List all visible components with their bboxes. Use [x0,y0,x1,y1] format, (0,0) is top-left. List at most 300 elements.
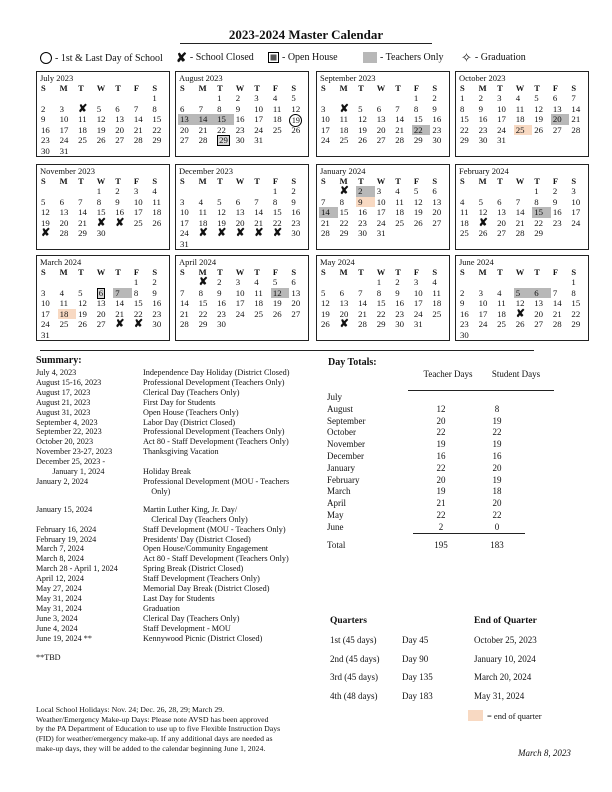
day-cell: 28 [395,135,405,145]
day-cell [178,277,197,288]
day-cell: 8 [152,103,157,114]
day-cell: 11 [432,287,441,298]
school-closed-day: ✘ [78,102,88,115]
day-cell: 11 [497,298,506,308]
day-cell: 24 [478,319,488,329]
day-cell: 23 [478,124,488,135]
day-totals-row [327,439,557,451]
day-cell: 3 [59,103,64,114]
summary-event: Clerical Day (Teachers Only) [143,387,240,397]
day-cell: 26 [152,217,162,228]
day-cell: 15 [339,207,349,217]
summary-event: Labor Day (District Closed) [143,417,236,427]
summary-row [36,604,318,614]
weekday-label: W [515,176,525,186]
title-underline [180,43,432,44]
month-december-2023 [175,164,309,250]
open-house-icon [268,52,279,63]
day-cell: 10 [571,196,581,207]
end-of-quarter-day: 18 [58,309,77,320]
month-august-2023 [175,71,309,157]
month-name: July 2023 [40,73,74,83]
day-grid [458,277,588,340]
summary-row [36,408,318,418]
weekday-label: M [198,176,207,186]
day-cell: 6 [432,186,437,196]
open-house-day: 29 [219,135,228,145]
day-cell: 20 [432,207,442,217]
day-cell: 11 [395,196,404,207]
day-cell: 14 [358,298,367,308]
day-cell: 29 [376,319,386,329]
teacher-days: 20 [436,415,446,426]
weekday-label: T [254,83,260,93]
legend-school-closed: ✘ - School Closed [176,49,254,65]
day-cell: 16 [460,308,469,319]
weekday-label: T [217,267,223,277]
weekday-header [39,83,169,93]
student-days: 19 [492,474,502,485]
day-cell: 24 [180,228,189,238]
day-cell: 25 [78,135,87,145]
day-cell: 14 [78,207,87,217]
summary-date: November 23-27, 2023 [36,447,113,457]
teacher-days: 16 [436,450,446,461]
day-cell: 30 [291,228,301,238]
day-cell: 31 [59,145,69,156]
day-totals-table [327,392,557,551]
weekday-label: T [497,176,503,186]
weekday-label: F [413,83,420,93]
day-cell: 15 [96,207,106,217]
peach-swatch-icon [468,710,483,721]
day-cell: 27 [376,135,386,145]
summary-row [36,477,318,487]
day-cell: 24 [497,124,506,135]
day-cell: 26 [413,217,423,228]
footnote-line: Local School Holidays: Nov. 24; Dec. 26, 28, 29; March 29. [36,705,225,714]
day-cell: 7 [78,196,83,207]
date-stamp: March 8, 2023 [518,748,571,758]
day-cell [197,186,216,197]
day-cell: 29 [152,135,162,145]
day-cell: 24 [413,308,423,319]
weekday-header [39,267,169,277]
star-icon: ✧ [461,49,472,65]
summary-event: Last Day for Students [143,593,215,603]
school-closed-day: ✘ [339,102,349,115]
day-cell: 17 [478,308,488,319]
day-cell: 8 [413,103,419,114]
teacher-days: 22 [436,427,446,438]
teacher-days: 22 [436,509,446,520]
day-cell: 11 [460,207,469,217]
summary-date: February 16, 2024 [36,524,97,534]
summary-event [143,457,318,467]
day-cell: 3 [180,196,185,207]
summary-row [36,497,318,505]
day-cell: 5 [413,186,419,196]
month-name: April 2024 [179,257,217,267]
day-cell: 20 [59,217,69,228]
day-cell: 20 [180,124,189,135]
student-days: 19 [492,415,502,426]
day-cell: 17 [235,298,245,308]
day-cell: 17 [376,207,386,217]
summary-event: Thanksgiving Vacation [143,447,219,457]
day-cell: 23 [552,217,562,228]
day-cell: 4 [152,186,157,196]
day-cell: 5 [272,277,278,287]
day-cell: 5 [321,287,326,298]
day-cell [132,93,151,104]
day-cell: 30 [217,319,226,329]
quarter-end-date: March 20, 2024 [474,672,532,682]
weekday-label: W [515,267,525,277]
day-cell: 8 [571,287,576,298]
day-cell: 30 [358,228,367,238]
weekday-label: T [358,83,364,93]
month-label: January [327,462,355,473]
day-cell: 25 [133,217,143,228]
day-cell: 25 [432,308,442,319]
summary-date: January 2, 2024 [36,476,89,486]
day-cell: 13 [291,287,301,298]
student-days [469,392,525,404]
weekday-label: W [235,267,245,277]
day-cell: 19 [358,124,367,135]
day-cell: 23 [395,308,405,319]
day-cell: 24 [41,319,50,329]
day-cell: 10 [59,114,69,124]
teacher-days: 2 [413,522,469,534]
summary-event: Open House (Teachers Only) [143,407,239,417]
day-cell [178,186,197,197]
open-house-day: 6 [98,287,104,298]
summary-date: December 25, 2023 - [36,457,106,467]
day-cell [458,186,477,197]
summary-date [36,497,143,505]
day-cell [76,93,95,104]
day-cell [95,93,114,104]
day-cell: 6 [552,93,558,103]
weekday-label: S [571,176,577,186]
weekday-header [178,267,308,277]
day-cell: 24 [235,308,245,319]
month-name: January 2024 [320,166,366,176]
day-cell: 23 [291,217,301,228]
weekday-label: F [133,83,140,93]
weekday-label: F [272,83,279,93]
day-cell: 29 [534,228,544,238]
day-cell [95,288,114,299]
school-closed-day: ✘ [198,227,208,239]
day-cell: 6 [339,287,344,298]
weekday-label: W [376,176,386,186]
teachers-only-day: 15 [532,207,551,218]
day-cell: 27 [534,319,544,329]
month-label: May [327,509,344,520]
day-cell [58,277,77,288]
day-cell: 21 [78,217,87,228]
day-totals-row [327,486,557,498]
day-cell: 4 [432,277,437,287]
quarter-row [330,671,584,690]
weekday-label: F [552,267,559,277]
weekday-label: F [272,267,279,277]
weekday-label: F [413,267,420,277]
school-closed-day: ✘ [96,216,106,229]
day-cell: 20 [96,308,106,319]
weekday-label: M [478,267,487,277]
weekday-label: T [534,267,540,277]
summary-event: Professional Development (Teachers Only) [143,427,285,437]
day-grid [458,93,588,146]
weekday-label: S [291,176,297,186]
x-mark-icon: ✘ [176,49,187,65]
day-grid [178,93,308,146]
school-closed-day: ✘ [478,216,488,229]
day-totals-row [327,451,557,463]
day-cell: 23 [152,308,162,319]
teachers-only-day: 14 [197,114,216,125]
day-cell: 18 [515,114,525,124]
summary-date [36,515,143,525]
day-cell: 22 [339,217,349,228]
day-cell: 25 [254,308,264,319]
day-cell: 7 [180,287,185,298]
weekday-label: T [115,83,121,93]
summary-event: Clerical Day (Teachers Only) [143,514,248,524]
day-cell [338,93,357,104]
day-cell [514,277,533,288]
student-days: 8 [494,403,500,414]
school-closed-day: ✘ [115,216,125,229]
day-cell: 7 [552,287,558,298]
summary-row [36,515,318,525]
month-name: September 2023 [320,73,376,83]
month-name: June 2024 [459,257,494,267]
teachers-only-day: 13 [178,114,197,125]
day-cell: 25 [59,319,69,329]
day-cell: 29 [339,228,349,238]
weekday-label: W [96,176,106,186]
day-cell: 5 [534,93,539,103]
weekday-header [39,176,169,186]
month-september-2023 [316,71,450,157]
day-cell: 29 [571,319,581,329]
day-totals-row [327,540,557,552]
day-cell: 16 [552,207,562,217]
weekday-label: S [571,267,577,277]
day-cell: 22 [376,308,386,319]
day-cell: 15 [133,298,143,308]
day-cell: 10 [180,207,189,217]
day-cell: 2 [291,186,296,196]
day-cell: 25 [272,124,282,135]
day-cell: 10 [235,287,245,298]
day-cell: 24 [571,217,581,228]
month-label: February [327,474,360,485]
day-cell: 23 [235,124,245,135]
weekday-label: T [358,176,364,186]
day-cell [215,186,234,197]
day-cell: 2 [395,277,400,287]
day-cell: 9 [235,103,241,114]
day-cell: 30 [152,319,162,329]
weekday-label: T [78,267,84,277]
day-cell: 11 [198,207,208,217]
weekday-label: T [217,83,223,93]
day-cell: 28 [180,319,189,329]
summary-event [143,497,318,505]
summary-row [36,447,318,457]
student-days: 183 [490,539,504,550]
summary-date: September 4, 2023 [36,417,98,427]
day-cell: 25 [497,319,506,329]
day-cell: 7 [515,196,521,207]
weekday-label: S [180,176,185,186]
day-cell: 21 [133,124,143,135]
day-cell: 3 [41,287,46,298]
summary-row [36,554,318,564]
day-cell: 15 [460,114,469,124]
teachers-only-day: 6 [532,288,551,299]
day-cell: 1 [571,277,576,287]
weekday-label: F [272,176,279,186]
month-may-2024 [316,255,450,341]
summary-row [36,368,318,378]
day-cell: 5 [358,103,363,114]
summary-row [36,398,318,408]
day-cell: 21 [198,124,208,135]
weekday-label: M [59,176,68,186]
day-cell: 25 [460,228,469,238]
day-cell: 19 [78,308,87,319]
quarter-day: Day 90 [402,653,429,664]
day-cell: 30 [96,228,106,238]
day-cell: 3 [413,277,419,287]
day-cell: 5 [217,196,222,207]
day-cell [514,186,533,197]
day-cell: 24 [321,135,330,145]
footnote-line: (FID) for weather/emergency make-up. If any additional days are needed as [36,734,273,744]
teachers-only-day: 15 [215,114,234,125]
teacher-days-header: Teacher Days [423,369,473,379]
day-cell: 9 [552,196,558,207]
day-cell [76,186,95,197]
day-cell: 30 [432,135,442,145]
summary-title: Summary: [36,355,82,366]
day-cell: 9 [395,287,400,298]
day-cell [477,186,496,197]
summary-date: February 19, 2024 [36,534,97,544]
day-cell: 28 [133,135,143,145]
quarter-row [330,634,584,653]
summary-event: Graduation [143,603,180,613]
quarter-end-date: May 31, 2024 [474,690,525,701]
day-cell: 17 [41,308,50,319]
day-cell: 27 [115,135,125,145]
day-cell: 1 [272,186,278,196]
day-cell [319,93,338,104]
end-of-quarter-title: End of Quarter [474,616,537,626]
summary-event: Independence Day Holiday (District Closed) [143,368,290,377]
day-cell: 27 [497,228,506,238]
quarter-end-date: January 10, 2024 [474,653,536,664]
day-cell: 22 [217,124,226,135]
weekday-label: M [198,83,207,93]
day-cell: 28 [571,124,581,135]
weekday-header [458,83,588,93]
summary-date: June 19, 2024 ** [36,633,92,643]
day-cell: 21 [552,308,562,319]
weekday-label: T [395,267,401,277]
day-cell: 27 [291,308,301,319]
day-cell: 12 [41,207,50,217]
day-cell: 21 [515,217,525,228]
weekday-header [178,176,308,186]
day-cell: 22 [571,308,581,319]
day-cell: 9 [115,196,120,207]
day-cell: 13 [235,207,245,217]
day-cell: 16 [115,207,125,217]
month-label: September [327,415,366,426]
day-cell: 13 [534,298,544,308]
day-cell: 13 [339,298,349,308]
day-cell: 16 [478,114,488,124]
day-cell: 28 [59,228,69,238]
day-cell: 12 [478,207,488,217]
summary-date [36,487,143,497]
day-cell: 12 [291,103,301,114]
school-closed-day: ✘ [115,318,125,330]
month-february-2024 [455,164,589,250]
day-cell: 15 [272,207,282,217]
day-cell: 5 [41,196,46,207]
day-cell [375,93,394,104]
weekday-label: W [235,83,245,93]
day-cell: 10 [254,103,264,114]
legend [40,49,600,68]
day-cell: 26 [291,124,301,135]
day-cell: 12 [217,207,226,217]
weekday-label: M [339,176,348,186]
day-cell: 10 [133,196,143,207]
summary-event: Staff Development (MOU - Teachers Only) [143,524,286,534]
summary-row [36,418,318,428]
day-grid [39,277,169,340]
day-cell: 6 [497,196,502,207]
day-cell: 11 [272,103,282,114]
day-cell: 31 [180,238,189,249]
day-cell: 8 [133,287,139,298]
day-cell [113,277,132,288]
weekday-label: F [552,83,559,93]
day-cell: 6 [235,196,241,207]
day-cell: 16 [217,298,226,308]
student-days: 0 [469,522,525,534]
school-closed-day: ✘ [198,276,208,288]
month-label: April [327,498,346,509]
weekday-label: S [180,267,185,277]
day-grid [39,93,169,156]
weekday-label: W [96,83,106,93]
day-cell: 15 [376,298,386,308]
teachers-only-day: 14 [319,207,338,218]
day-cell: 3 [321,103,326,114]
day-totals-row [327,522,557,534]
